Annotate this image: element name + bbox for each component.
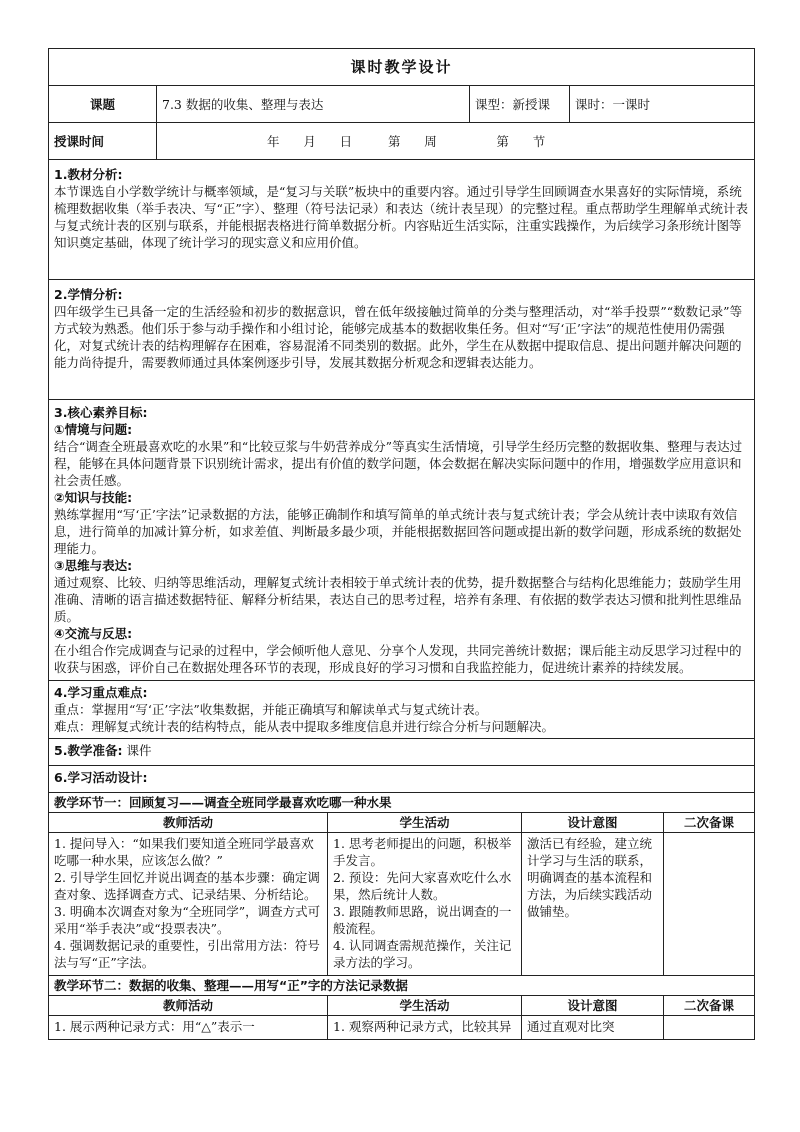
learner-title: 2.学情分析:: [54, 287, 123, 302]
key-points: [49, 681, 755, 739]
step1-student-1: 1. 思考老师提出的问题，积极举手发言。: [333, 836, 512, 868]
keypoint-difficult: 难点：理解复式统计表的结构特点，能从表中提取多维度信息并进行综合分析与问题解决。: [54, 719, 555, 734]
goal-text-2: 熟练掌握用“写‘正’字法”记录数据的方法，能够正确制作和填写简单的单式统计表与复式统计表；学会从统计表中读取有效信息，进行简单的加减计算分析，如求差值、判断最多最少项，并能根据数据回答问题或提出新的数学问题，形成系统的数据处理能力。: [54, 507, 742, 556]
step1-heading: 教学环节一：回顾复习——调查全班同学最喜欢吃哪一种水果: [49, 793, 755, 813]
step1-teacher: [49, 833, 328, 976]
lesson-type: 课型：新授课: [470, 86, 570, 123]
goals-title: 3.核心素养目标:: [54, 405, 148, 420]
col-teacher-2: 教师活动: [49, 996, 328, 1016]
learner-analysis: [49, 280, 755, 400]
col-intent-2: 设计意图: [522, 996, 664, 1016]
page-title: 课时教学设计: [49, 49, 755, 86]
col-second-2: 二次备课: [664, 996, 755, 1016]
topic-value: 7.3 数据的收集、整理与表达: [157, 86, 470, 123]
col-intent: 设计意图: [522, 813, 664, 833]
step2-second: [664, 1016, 755, 1040]
col-student: 学生活动: [328, 813, 522, 833]
step1-teacher-1: 1. 提问导入：“如果我们要知道全班同学最喜欢吃哪一种水果，应该怎么做？”: [54, 836, 314, 868]
step1-student-4: 4. 认同调查需规范操作，关注记录方法的学习。: [333, 938, 512, 970]
keypoint-key: 重点：掌握用“写‘正’字法”收集数据，并能正确填写和解读单式与复式统计表。: [54, 702, 488, 717]
keypoints-title: 4.学习重点难点:: [54, 685, 148, 700]
goal-heading-3: ③思维与表达:: [54, 558, 133, 573]
step1-student-2: 2. 预设：先问大家喜欢吃什么水果，然后统计人数。: [333, 870, 512, 902]
step1-intent: 激活已有经验，建立统计学习与生活的联系，明确调查的基本流程和方法，为后续实践活动做铺垫。: [522, 833, 664, 976]
step1-teacher-2: 2. 引导学生回忆并说出调查的基本步骤：确定调查对象、选择调查方式、记录结果、分析结论。: [54, 870, 320, 902]
goal-heading-4: ④交流与反思:: [54, 626, 133, 641]
time-label: 授课时间: [49, 123, 157, 160]
step1-second: [664, 833, 755, 976]
goal-heading-2: ②知识与技能:: [54, 490, 133, 505]
time-fields: 年 月 日 第 周 第 节: [157, 123, 755, 160]
goal-text-3: 通过观察、比较、归纳等思维活动，理解复式统计表相较于单式统计表的优势，提升数据整合与结构化思维能力；鼓励学生用准确、清晰的语言描述数据特征、解释分析结果，表达自己的思考过程，培养有条理、有依据的数学表达习惯和批判性思维品质。: [54, 575, 742, 624]
col-student-2: 学生活动: [328, 996, 522, 1016]
goal-text-1: 结合“调查全班最喜欢吃的水果”和“比较豆浆与牛奶营养成分”等真实生活情境，引导学生经历完整的数据收集、整理与表达过程，能够在具体问题背景下识别统计需求，提出有价值的数学问题，体会数据在解决实际问题中的作用，增强数学应用意识和社会责任感。: [54, 439, 743, 488]
prep-title: 5.教学准备:: [54, 743, 123, 758]
step1-teacher-4: 4. 强调数据记录的重要性，引出常用方法：符号法与写“正”字法。: [54, 938, 320, 970]
col-second: 二次备课: [664, 813, 755, 833]
step1-student: [328, 833, 522, 976]
prep-value: 课件: [126, 743, 152, 758]
step2-student: 1. 观察两种记录方式，比较其异: [328, 1016, 522, 1040]
material-title: 1.教材分析:: [54, 167, 123, 182]
activities-title: 6.学习活动设计:: [49, 766, 755, 793]
core-goals: [49, 400, 755, 681]
lesson-plan-page: [48, 48, 754, 1040]
material-analysis: [49, 160, 755, 280]
material-text: 本节课选自小学数学统计与概率领域，是“复习与关联”板块中的重要内容。通过引导学生回顾调查水果喜好的实际情境，系统梳理数据收集（举手表决、写“正”字）、整理（符号法记录）和表达（统计表呈现）的完整过程。重点帮助学生理解单式统计表与复式统计表的区别与联系，并能根据表格进行简单数据分析。内容贴近生活实际，注重实践操作，为后续学习条形统计图等知识奠定基础，体现了统计学习的现实意义和应用价值。: [54, 184, 749, 250]
lesson-hours: 课时：一课时: [570, 86, 755, 123]
step1-student-3: 3. 跟随教师思路，说出调查的一般流程。: [333, 904, 512, 936]
step2-intent: 通过直观对比突: [522, 1016, 664, 1040]
topic-label: 课题: [49, 86, 157, 123]
goal-text-4: 在小组合作完成调查与记录的过程中，学会倾听他人意见、分享个人发现，共同完善统计数据；课后能主动反思学习过程中的收获与困惑，评价自己在数据处理各环节的表现，形成良好的学习习惯和自我监控能力，促进统计素养的持续发展。: [54, 643, 742, 675]
step2-teacher: 1. 展示两种记录方式：用“△”表示一: [49, 1016, 328, 1040]
step1-teacher-3: 3. 明确本次调查对象为“全班同学”，调查方式可采用“举手表决”或“投票表决”。: [54, 904, 321, 936]
teaching-prep: [49, 739, 755, 766]
lesson-plan-table: [48, 48, 755, 1040]
learner-text: 四年级学生已具备一定的生活经验和初步的数据意识，曾在低年级接触过简单的分类与整理活动，对“举手投票”“数数记录”等方式较为熟悉。他们乐于参与动手操作和小组讨论，能够完成基本的数据收集任务。但对“写‘正’字法”的规范性使用仍需强化，对复式统计表的结构理解存在困难，容易混淆不同类别的数据。此外，学生在从数据中提取信息、提出问题并解决问题的能力尚待提升，需要教师通过具体案例逐步引导，发展其数据分析观念和逻辑表达能力。: [54, 304, 743, 370]
step2-heading: 教学环节二：数据的收集、整理——用写“正”字的方法记录数据: [49, 976, 755, 996]
goal-heading-1: ①情境与问题:: [54, 422, 133, 437]
col-teacher: 教师活动: [49, 813, 328, 833]
